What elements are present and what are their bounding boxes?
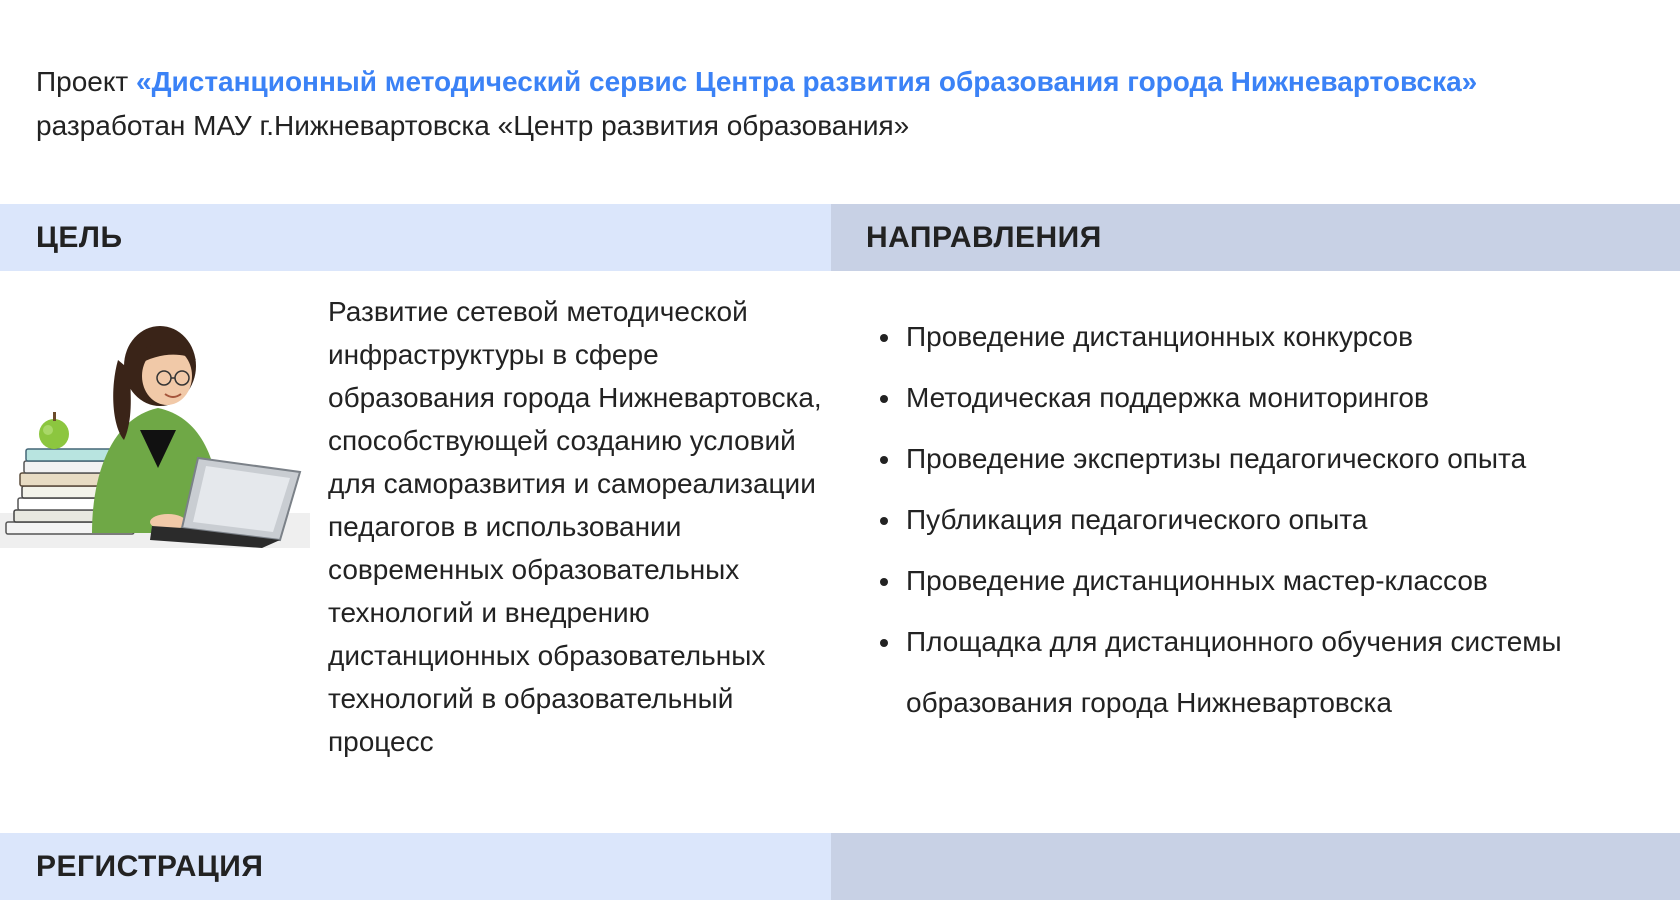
goal-header-band [0, 204, 831, 271]
directions-heading: НАПРАВЛЕНИЯ [866, 221, 1102, 254]
registration-heading[interactable]: РЕГИСТРАЦИЯ [36, 850, 264, 883]
direction-item: Публикация педагогического опыта [880, 489, 1660, 550]
developer-line: разработан МАУ г.Нижневартовска «Центр развития образования» [36, 110, 910, 141]
apple-icon [39, 412, 69, 449]
directions-header-band [831, 204, 1680, 271]
direction-item: Площадка для дистанционного обучения системы образования города Нижневартовска [880, 611, 1606, 733]
direction-item: Проведение дистанционных конкурсов [880, 306, 1660, 367]
teacher-laptop-illustration [0, 308, 310, 548]
intro-prefix: Проект [36, 66, 137, 97]
registration-header-band [0, 833, 831, 900]
project-name-link[interactable]: «Дистанционный методический сервис Центра развития образования города Нижневартовска» [136, 66, 1478, 97]
direction-item: Проведение экспертизы педагогического опыта [880, 428, 1660, 489]
goal-heading: ЦЕЛЬ [36, 221, 123, 254]
project-intro [36, 60, 1656, 148]
registration-right-band [831, 833, 1680, 900]
direction-item: Методическая поддержка мониторингов [880, 367, 1660, 428]
directions-list [880, 306, 1660, 733]
direction-item: Проведение дистанционных мастер-классов [880, 550, 1660, 611]
goal-text: Развитие сетевой методической инфраструктуры в сфере образования города Нижневартовска, способствующей созданию условий для саморазвития и самореализации педагогов в использовании современных образовательных технологий и внедрению дистанционных образовательных технологий в образовательный процесс [328, 296, 822, 757]
